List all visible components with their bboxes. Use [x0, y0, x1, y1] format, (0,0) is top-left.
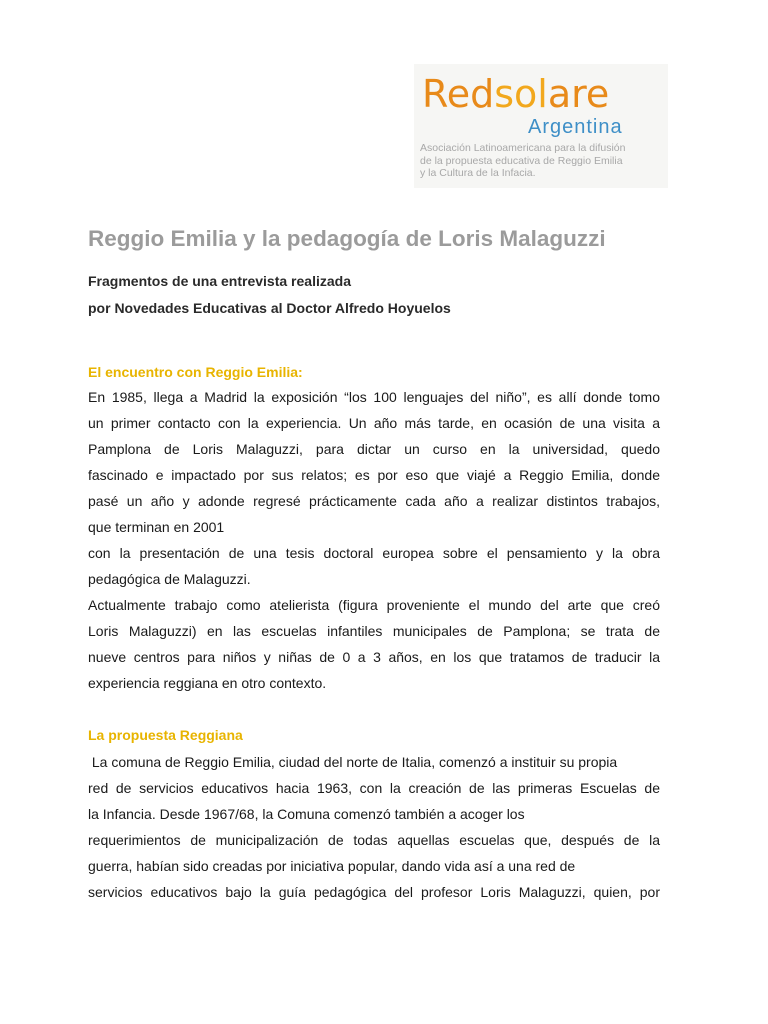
document-subtitle [88, 268, 451, 322]
paragraph-line: la Infancia. Desde 1967/68, la Comuna comenzó también a acoger los [88, 806, 525, 822]
paragraph-line: Pamplona de Loris Malaguzzi, para dictar un curso en la universidad, quedo [88, 441, 660, 457]
logo-wordmark [422, 74, 609, 114]
section-body-encuentro [88, 384, 660, 696]
logo-word-part3: are [547, 72, 610, 116]
paragraph-line: que terminan en 2001 [88, 519, 225, 535]
section-body-propuesta [88, 749, 660, 905]
paragraph-line: requerimientos de municipalización de todas aquellas escuelas que, después de la [88, 832, 660, 848]
section-heading-propuesta: La propuesta Reggiana [88, 727, 243, 743]
logo-word-part1: Red [422, 72, 495, 116]
paragraph-line: guerra, habían sido creadas por iniciativa popular, dando vida así a una red de [88, 858, 576, 874]
paragraph-line: Loris Malaguzzi) en las escuelas infantiles municipales de Pamplona; se trata de [88, 623, 660, 639]
logo-tagline-line: y la Cultura de la Infacia. [420, 167, 536, 179]
paragraph-line: fascinado e impactado por sus relatos; es por eso que viajé a Reggio Emilia, donde [88, 467, 660, 483]
logo-tagline [420, 142, 668, 180]
subtitle-line: Fragmentos de una entrevista realizada [88, 273, 351, 289]
document-title: Reggio Emilia y la pedagogía de Loris Malaguzzi [88, 226, 606, 251]
redsolare-logo [414, 64, 668, 188]
paragraph-line: servicios educativos bajo la guía pedagógica del profesor Loris Malaguzzi, quien, por [88, 884, 660, 900]
paragraph-line: nueve centros para niños y niñas de 0 a 3 años, en los que tratamos de traducir la [88, 649, 660, 665]
logo-tagline-line: de la propuesta educativa de Reggio Emilia [420, 154, 623, 167]
paragraph-line: pasé un año y adonde regresé prácticamente cada año a realizar distintos trabajos, [88, 493, 660, 509]
paragraph-line: Actualmente trabajo como atelierista (figura proveniente el mundo del arte que creó [88, 597, 660, 613]
paragraph-line: un primer contacto con la experiencia. Un año más tarde, en ocasión de una visita a [88, 415, 660, 431]
paragraph-line: experiencia reggiana en otro contexto. [88, 675, 327, 691]
paragraph-line: La comuna de Reggio Emilia, ciudad del norte de Italia, comenzó a instituir su propia [88, 754, 618, 770]
paragraph-line: pedagógica de Malaguzzi. [88, 571, 251, 587]
paragraph-line: En 1985, llega a Madrid la exposición “los 100 lenguajes del niño”, es allí donde tomo [88, 389, 660, 405]
subtitle-line: por Novedades Educativas al Doctor Alfredo Hoyuelos [88, 300, 451, 316]
logo-country: Argentina [528, 116, 623, 138]
logo-word-part2: sol [494, 72, 548, 116]
paragraph-line: con la presentación de una tesis doctoral europea sobre el pensamiento y la obra [88, 545, 660, 561]
section-heading-encuentro: El encuentro con Reggio Emilia: [88, 364, 303, 380]
paragraph-line: red de servicios educativos hacia 1963, con la creación de las primeras Escuelas de [88, 780, 660, 796]
logo-tagline-line: Asociación Latinoamericana para la difusión [420, 142, 626, 154]
